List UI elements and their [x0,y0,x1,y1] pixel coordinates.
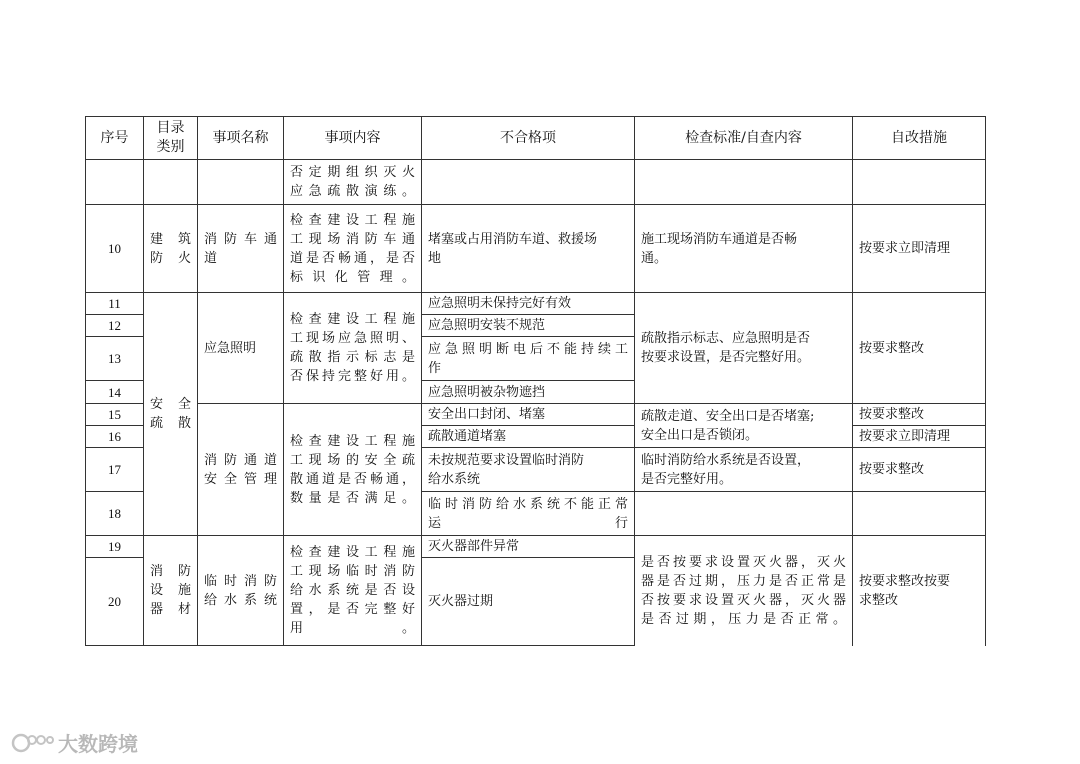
header-cell [144,117,198,160]
defect-cell [422,448,635,492]
number-cell: 18 [86,492,144,536]
table-row [86,205,986,293]
category-cell [144,160,198,205]
defect-text: 堵塞或占用消防车道、救援场 地 [428,231,598,266]
category-text: 安 全 疏散 [150,397,191,431]
standard-cell [635,160,853,205]
defect-cell: 安全出口封闭、堵塞 [422,404,635,426]
standard-text: 施工现场消防车通道是否畅 通。 [641,231,798,266]
content-cell [284,404,422,536]
header-cell: 自改措施 [853,117,986,160]
table-row [86,160,986,205]
name-cell [198,404,284,536]
measure-text: 按要求整改按要 求整改 [859,573,951,608]
header-category-label: 目录 类别 [156,120,185,155]
name-text: 消 防 通 道 安全管理 [204,452,277,487]
name-cell [198,160,284,205]
defect-text: 应急照明断电后不能持续工 作 [428,341,628,376]
number-cell: 10 [86,205,144,293]
measure-cell: 按要求立即清理 [853,205,986,293]
name-cell: 应急照明 [198,293,284,404]
table-row [86,293,986,315]
measure-cell: 按要求整改 [853,293,986,404]
standard-text: 疏散指示标志、应急照明是否 按要求设置，是否完整好用。 [641,331,811,365]
standard-text: 疏散走道、安全出口是否堵塞; 安全出口是否锁闭。 [641,408,815,443]
name-text: 消 防 车 通 道 [204,231,277,266]
watermark [10,728,138,757]
number-cell: 14 [86,381,144,404]
standard-cell [635,404,853,448]
defect-cell: 灭火器部件异常 [422,536,635,558]
number-cell: 16 [86,426,144,448]
defect-text: 未按规范要求设置临时消防 给水系统 [428,452,585,487]
number-cell: 15 [86,404,144,426]
number-cell: 13 [86,337,144,381]
number-cell: 20 [86,558,144,646]
name-cell [198,205,284,293]
content-cell [284,160,422,205]
content-text: 检查建设工程施 工现场消防车通 道是否畅通，是否 标识化管理。 [290,212,415,285]
content-cell [284,293,422,404]
content-text: 否定期组织灭火 应急疏散演练。 [290,165,415,199]
content-cell [284,536,422,646]
inspection-table [85,116,986,646]
defect-cell [422,492,635,536]
standard-cell [635,492,853,536]
standard-cell [635,293,853,404]
category-text: 消 防 设 施 器材 [150,564,191,617]
header-cell: 序号 [86,117,144,160]
table-row [86,404,986,426]
header-cell: 不合格项 [422,117,635,160]
content-text: 检查建设工程施 工现场临时消防 给水系统是否设 置，是否完整好 用。 [290,545,415,636]
content-text: 检查建设工程施 工现场应急照明、 疏散指示标志是 否保持完整好用。 [290,312,415,384]
category-cell [144,293,198,536]
measure-cell [853,160,986,205]
header-cell: 事项名称 [198,117,284,160]
defect-text: 临时消防给水系统不能正常 运行 [428,496,628,531]
category-cell [144,536,198,646]
defect-cell: 应急照明未保持完好有效 [422,293,635,315]
standard-text: 临时消防给水系统是否设置， 是否完整好用。 [641,452,811,487]
number-cell [86,160,144,205]
number-cell: 11 [86,293,144,315]
defect-cell [422,205,635,293]
defect-cell [422,337,635,381]
number-cell: 12 [86,315,144,337]
number-cell: 19 [86,536,144,558]
measure-cell: 按要求整改 [853,448,986,492]
standard-cell [635,205,853,293]
defect-cell: 疏散通道堵塞 [422,426,635,448]
category-text: 建 筑 防火 [150,231,191,266]
measure-cell [853,492,986,536]
standard-cell [635,536,853,646]
measure-cell: 按要求立即清理 [853,426,986,448]
header-cell: 事项内容 [284,117,422,160]
category-cell [144,205,198,293]
defect-cell: 灭火器过期 [422,558,635,646]
standard-cell [635,448,853,492]
measure-cell [853,536,986,646]
standard-text: 是否按要求设置灭火器，灭火 器是否过期，压力是否正常是 否按要求设置灭火器，灭火器 是否过期，压力是否正常。 [641,554,846,627]
defect-cell: 应急照明安装不规范 [422,315,635,337]
number-cell: 17 [86,448,144,492]
content-cell [284,205,422,293]
defect-cell: 应急照明被杂物遮挡 [422,381,635,404]
watermark-text: 大数跨境 [58,732,138,756]
table-row [86,536,986,558]
name-cell [198,536,284,646]
defect-cell [422,160,635,205]
header-cell: 检查标准/自查内容 [635,117,853,160]
content-text: 检查建设工程施 工现场的安全疏 散通道是否畅通， 数量是否满足。 [290,433,415,506]
table-header-row [86,117,986,160]
logo-icon [10,731,54,755]
name-text: 临 时 消 防 给水系统 [204,573,277,608]
measure-cell: 按要求整改 [853,404,986,426]
